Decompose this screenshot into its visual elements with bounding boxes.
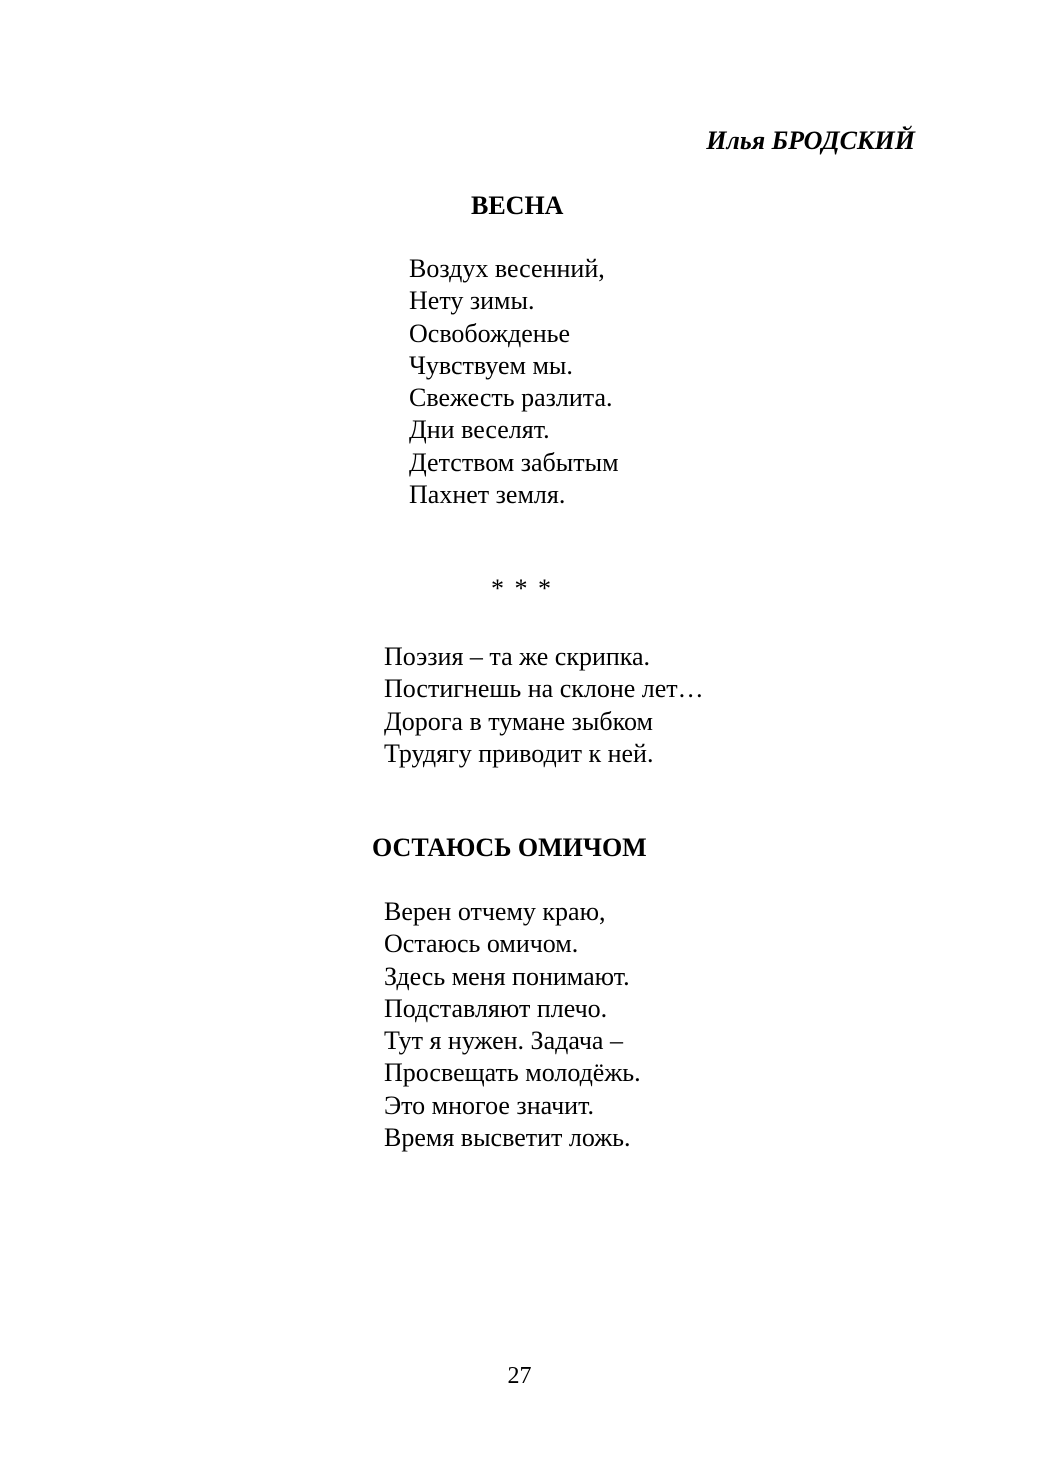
poem-line: Детством забытым: [409, 447, 619, 477]
poem-separator-asterisks: * * *: [491, 574, 553, 603]
poem-line: Воздух весенний,: [409, 254, 605, 283]
poem-line: Трудягу приводит к ней.: [384, 738, 654, 768]
poem-line: Верен отчему краю,: [384, 897, 606, 926]
poem-line: Дни веселят.: [409, 415, 550, 445]
poem-line: Остаюсь омичом.: [384, 929, 579, 959]
page-number: 27: [507, 1363, 532, 1389]
poem-line: Подставляют плечо.: [384, 993, 608, 1023]
poem-line: Время высветит ложь.: [384, 1123, 631, 1153]
poem-text-vesna: [409, 253, 619, 511]
poem-line: Поэзия – та же скрипка.: [384, 642, 651, 671]
poem-line: Просвещать молодёжь.: [384, 1058, 641, 1088]
poem-text-poetry: [384, 641, 704, 770]
poem-line: Тут я нужен. Задача –: [384, 1026, 623, 1056]
poem-line: Освобожденье: [409, 318, 571, 348]
poem-line: Свежесть разлита.: [409, 383, 613, 413]
poem-line: Чувствуем мы.: [409, 350, 573, 380]
poem-line: Здесь меня понимают.: [384, 961, 630, 991]
poem-title-omich: ОСТАЮСЬ ОМИЧОМ: [372, 833, 647, 862]
poem-line: Постигнешь на склоне лет…: [384, 674, 704, 704]
poem-line: Дорога в тумане зыбком: [384, 706, 653, 736]
poem-title-vesna: ВЕСНА: [471, 191, 564, 220]
poem-text-omich: [384, 896, 641, 1154]
author-name: Илья БРОДСКИЙ: [706, 126, 915, 155]
poem-line: Это многое значит.: [384, 1090, 595, 1120]
poem-line: Нету зимы.: [409, 286, 535, 316]
poem-line: Пахнет земля.: [409, 480, 566, 510]
